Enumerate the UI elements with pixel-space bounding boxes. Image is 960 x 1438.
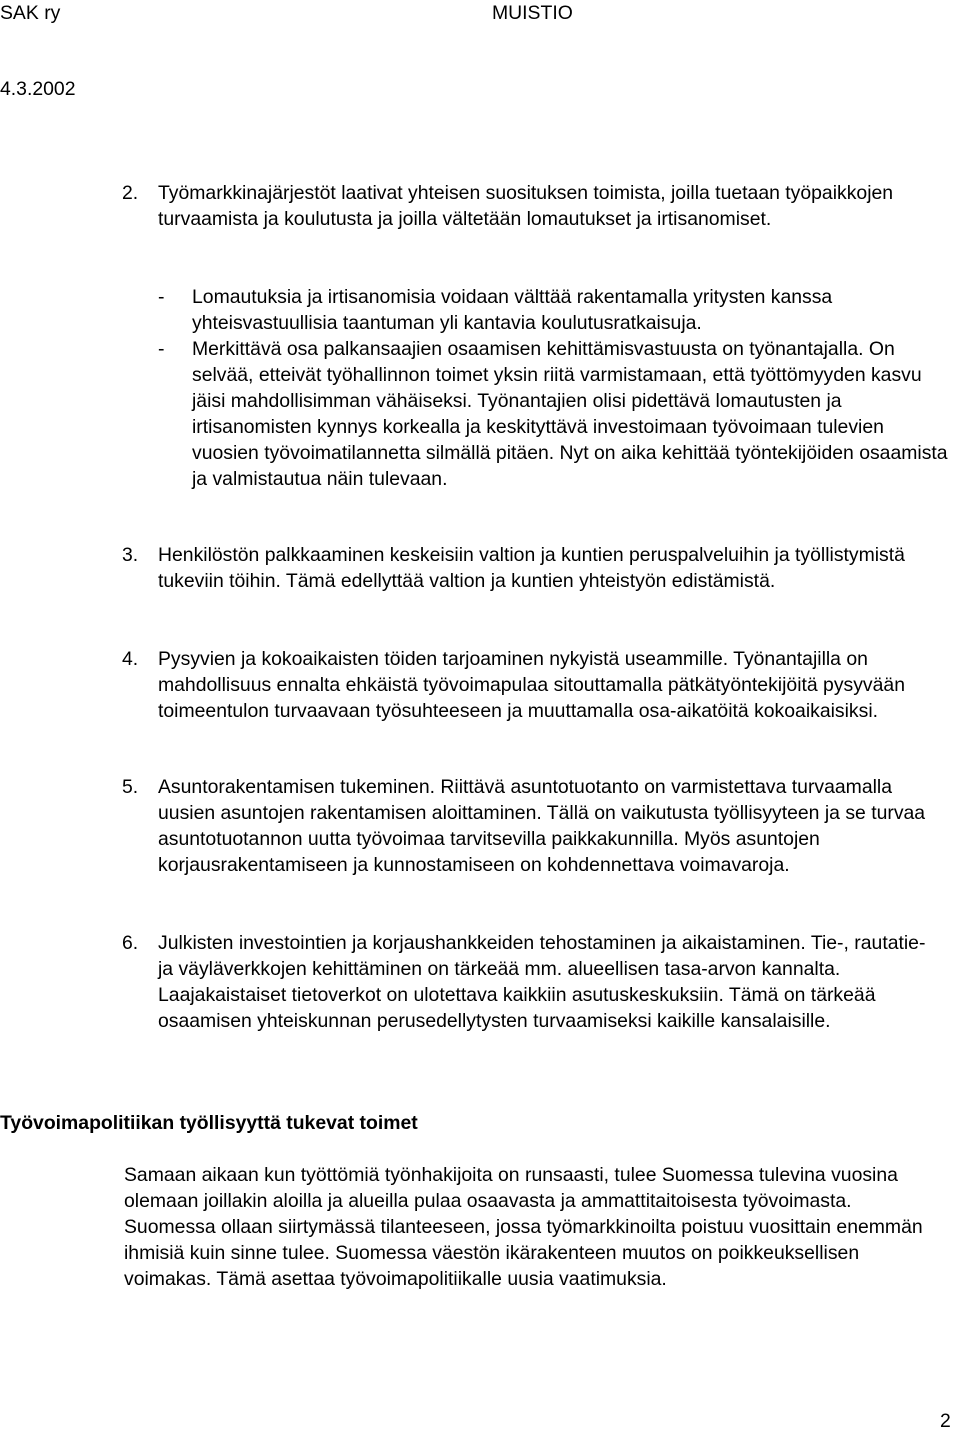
item-number: 6. — [122, 932, 139, 954]
item-number: 5. — [122, 776, 139, 798]
document-date: 4.3.2002 — [0, 78, 76, 100]
item-number: 3. — [122, 544, 139, 566]
item-text: Asuntorakentamisen tukeminen. Riittävä asuntotuotanto on varmistettava turvaamalla uusien asuntojen rakentamisen aloittaminen. Tällä on vaikutusta työllisyyteen ja se turvaa asuntotuotannon uutta työvoimaa tarvitsevilla paikkakunnilla. Myös asuntojen korjausrakentamiseen ja kunnostamiseen on kohdennettava voimavaroja. — [158, 776, 926, 876]
item-text: Julkisten investointien ja korjaushankkeiden tehostaminen ja aikaistaminen. Tie-, rautatie- ja väyläverkkojen kehittäminen on tärkeää mm. alueellisen tasa-arvon kannalta. Laajakaistaiset tietoverkot on ulotettava kaikkiin asutuskeskuksiin. Tämä on tärkeää osaamisen yhteiskunnan perusedellytysten turvaamiseksi kaikille kansalaisille. — [158, 932, 926, 1032]
page-number: 2 — [940, 1410, 951, 1432]
section-paragraph: Samaan aikaan kun työttömiä työnhakijoita on runsaasti, tulee Suomessa tulevina vuosina olemaan joillakin aloilla ja alueilla pulaa osaavasta ja ammattitaitoisesta työvoimasta. Suomessa ollaan siirtymässä tilanteeseen, jossa työmarkkinoilta poistuu vuosittain enemmän ihmisiä kuin sinne tulee. Suomessa väestön ikärakenteen muutos on poikkeuksellisen voimakas. Tämä asettaa työvoimapolitiikalle uusia vaatimuksia. — [124, 1164, 923, 1290]
bullet-text: Lomautuksia ja irtisanomisia voidaan välttää rakentamalla yritysten kanssa yhteisvastuullisia taantuman yli kantavia koulutusratkaisuja. — [192, 286, 833, 334]
item-text: Henkilöstön palkkaaminen keskeisiin valtion ja kuntien peruspalveluihin ja työllistymistä tukeviin töihin. Tämä edellyttää valtion ja kuntien yhteistyön edistämistä. — [158, 544, 905, 592]
bullet-marker: - — [158, 286, 165, 308]
item-text: Pysyvien ja kokoaikaisten töiden tarjoaminen nykyistä useammille. Työnantajilla on mahdollisuus ennalta ehkäistä työvoimapulaa sitouttamalla pätkätyöntekijöitä pysyvään toimeentulon turvaavaan työsuhteeseen ja muuttamalla osa-aikatöitä kokoaikaisiksi. — [158, 648, 905, 722]
item-number: 4. — [122, 648, 139, 670]
organization-name: SAK ry — [0, 2, 61, 24]
item-text: Työmarkkinajärjestöt laativat yhteisen suosituksen toimista, joilla tuetaan työpaikkojen turvaamista ja koulutusta ja joilla vältetään lomautukset ja irtisanomiset. — [158, 182, 894, 230]
bullet-marker: - — [158, 338, 165, 360]
section-heading: Työvoimapolitiikan työllisyyttä tukevat toimet — [0, 1112, 418, 1134]
bullet-text: Merkittävä osa palkansaajien osaamisen kehittämisvastuusta on työnantajalla. On selvää, etteivät työhallinnon toimet yksin riitä varmistamaan, että työttömyyden kasvu jäisi mahdollisimman vähäiseksi. Työnantajien olisi pidettävä lomautusten ja irtisanomisten kynnys korkealla ja keskityttävä investoimaan työvoimaan tulevien vuosien työvoimatilannetta silmällä pitäen. Nyt on aika kehittää työntekijöiden osaamista ja valmistautua näin tulevaan. — [192, 338, 948, 490]
item-number: 2. — [122, 182, 139, 204]
document-type: MUISTIO — [492, 2, 573, 24]
